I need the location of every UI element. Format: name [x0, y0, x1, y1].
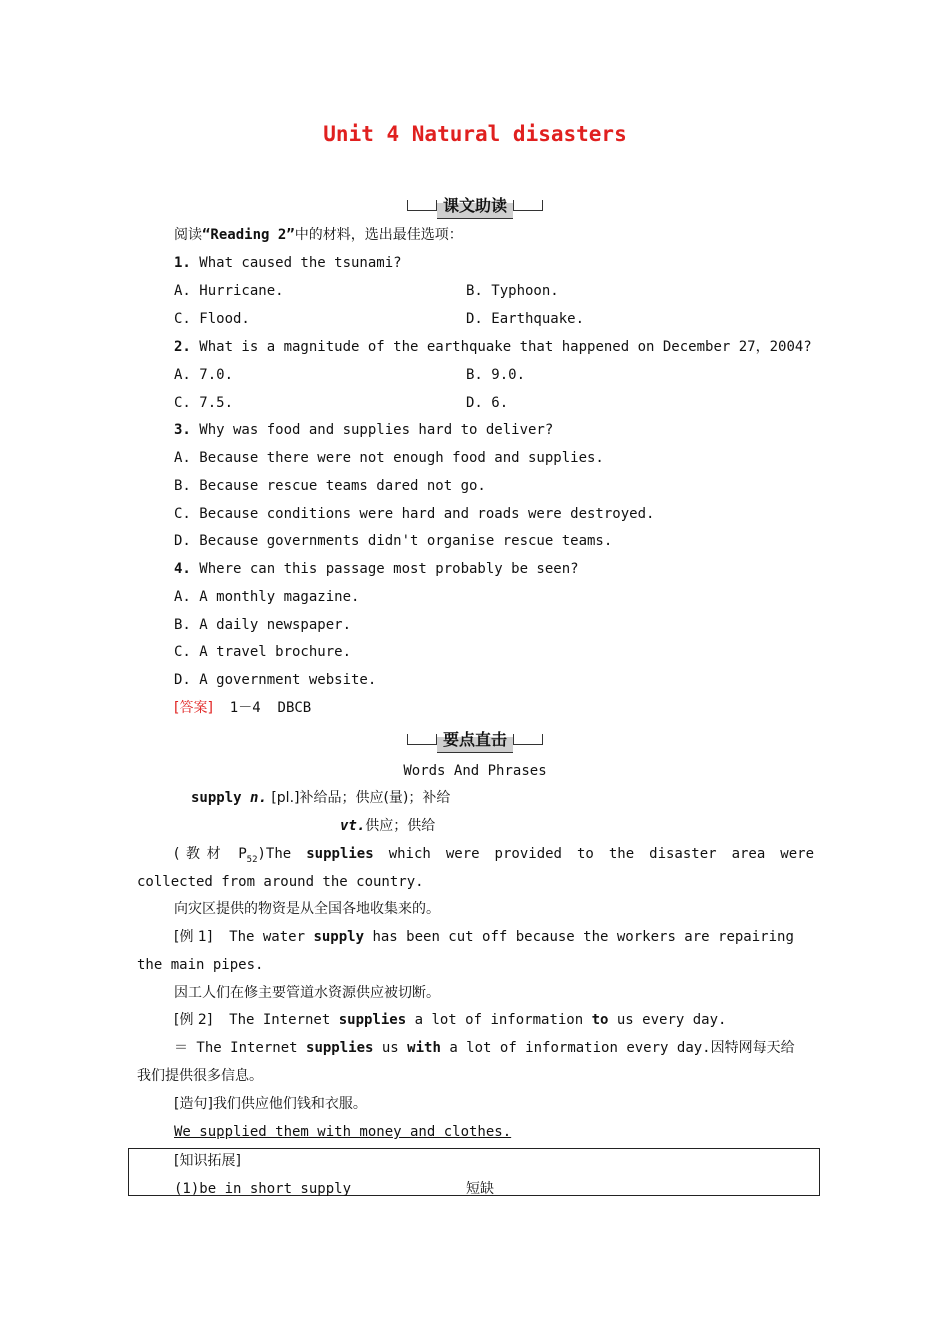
section-header-reading-aid: [0, 192, 950, 218]
example-text: has been cut off because the workers are repairing: [364, 929, 794, 945]
question-number: 3.: [174, 422, 191, 438]
example-text: us every day.: [608, 1012, 727, 1028]
make-sentence: [174, 1095, 367, 1113]
example-text: The water: [212, 929, 314, 945]
q2-option-d: D. 6.: [466, 395, 509, 411]
example-label: [例 2]: [174, 1012, 213, 1028]
example-1-line2: the main pipes.: [137, 957, 264, 973]
example-2-equivalent: [174, 1039, 795, 1057]
textbook-text: )The: [257, 846, 292, 862]
example-text: a lot of information every day.: [440, 1040, 711, 1056]
entry-word: supply: [191, 790, 242, 806]
extension-label: [知识拓展]: [174, 1153, 241, 1169]
textbook-text: which were provided to the disaster area were: [388, 846, 815, 862]
q1-option-c: C. Flood.: [174, 311, 250, 327]
q1-option-a: A. Hurricane.: [174, 283, 284, 299]
question-number: 2.: [174, 339, 191, 355]
section-badge: [403, 725, 547, 753]
textbook-page: 52: [246, 854, 258, 865]
subheading: Words And Phrases: [403, 763, 547, 779]
section-header-label: 要点直击: [437, 725, 513, 753]
textbook-keyword: supplies: [306, 846, 374, 862]
entry-supply-noun: [191, 789, 450, 807]
intro-reading-ref: “Reading 2”: [202, 227, 295, 243]
textbook-prefix: (教材 P: [174, 846, 247, 862]
textbook-example: [174, 845, 814, 869]
question-2: [174, 338, 812, 356]
reading-intro: [174, 226, 463, 244]
question-text: Where can this passage most probably be seen?: [190, 561, 579, 577]
example-2-translation-line2: 我们提供很多信息。: [137, 1068, 263, 1084]
example-keyword: supply: [313, 929, 365, 945]
intro-prefix: 阅读: [174, 227, 202, 243]
question-number: 1.: [174, 255, 191, 271]
q4-option-c: C. A travel brochure.: [174, 644, 352, 660]
q4-option-b: B. A daily newspaper.: [174, 617, 352, 633]
answer-label: [答案]: [174, 700, 213, 716]
page-title: Unit 4 Natural disasters: [323, 122, 627, 146]
extension-item-1-phrase: (1)be in short supply: [174, 1181, 352, 1197]
q4-option-a: A. A monthly magazine.: [174, 589, 360, 605]
example-keyword: to: [591, 1012, 609, 1028]
q3-option-b: B. Because rescue teams dared not go.: [174, 478, 486, 494]
knowledge-extension-box: [128, 1148, 820, 1196]
example-text: us: [373, 1040, 408, 1056]
q2-option-c: C. 7.5.: [174, 395, 234, 411]
example-2: [174, 1011, 726, 1029]
textbook-example-line2: collected from around the country.: [137, 874, 424, 890]
header-decoration-right: [513, 734, 543, 745]
header-decoration-right: [513, 200, 543, 211]
q3-option-c: C. Because conditions were hard and roads were destroyed.: [174, 506, 655, 522]
entry-pos-verb: vt.: [340, 818, 366, 834]
question-4: [174, 560, 579, 578]
q2-option-a: A. 7.0.: [174, 367, 234, 383]
q3-option-d: D. Because governments didn't organise rescue teams.: [174, 533, 613, 549]
extension-item-1-meaning: 短缺: [466, 1181, 494, 1197]
make-sentence-label: [造句]: [174, 1096, 213, 1112]
example-label: [例 1]: [174, 929, 213, 945]
make-sentence-prompt: 我们供应他们钱和衣服。: [212, 1096, 367, 1112]
question-text: Why was food and supplies hard to deliver?: [190, 422, 554, 438]
q2-option-b: B. 9.0.: [466, 367, 526, 383]
example-keyword: with: [407, 1040, 441, 1056]
example-keyword: supplies: [306, 1040, 374, 1056]
entry-noun-definition: [pl.]补给品；供应(量)；补给: [266, 790, 451, 806]
question-text: What caused the tsunami?: [190, 255, 402, 271]
example-translation: 因特网每天给: [710, 1040, 795, 1056]
q1-option-d: D. Earthquake.: [466, 311, 585, 327]
section-header-label: 课文助读: [437, 191, 513, 219]
question-number: 4.: [174, 561, 191, 577]
q3-option-a: A. Because there were not enough food and supplies.: [174, 450, 604, 466]
example-1: [174, 928, 794, 946]
intro-suffix: 中的材料，选出最佳选项：: [294, 227, 463, 243]
entry-verb-definition: 供应；供给: [365, 818, 436, 834]
entry-pos-noun: n.: [250, 790, 267, 806]
example-text: a lot of information: [406, 1012, 592, 1028]
example-1-translation: 因工人们在修主要管道水资源供应被切断。: [174, 985, 440, 1001]
make-sentence-answer: We supplied them with money and clothes.: [174, 1124, 512, 1140]
example-keyword: supplies: [338, 1012, 407, 1028]
q1-option-b: B. Typhoon.: [466, 283, 559, 299]
textbook-translation: 向灾区提供的物资是从全国各地收集来的。: [174, 901, 440, 917]
entry-supply-verb: [340, 817, 435, 835]
section-header-key-points: [0, 726, 950, 752]
section-badge: [403, 191, 547, 219]
question-1: [174, 254, 402, 272]
answer-text: 1－4 DBCB: [212, 700, 312, 716]
example-text: The Internet: [212, 1012, 339, 1028]
header-decoration-left: [407, 200, 437, 211]
question-text: What is a magnitude of the earthquake that happened on December 27，2004?: [190, 339, 812, 355]
answer-line: [174, 699, 311, 717]
header-decoration-left: [407, 734, 437, 745]
example-text: ＝ The Internet: [174, 1040, 307, 1056]
question-3: [174, 421, 553, 439]
q4-option-d: D. A government website.: [174, 672, 377, 688]
